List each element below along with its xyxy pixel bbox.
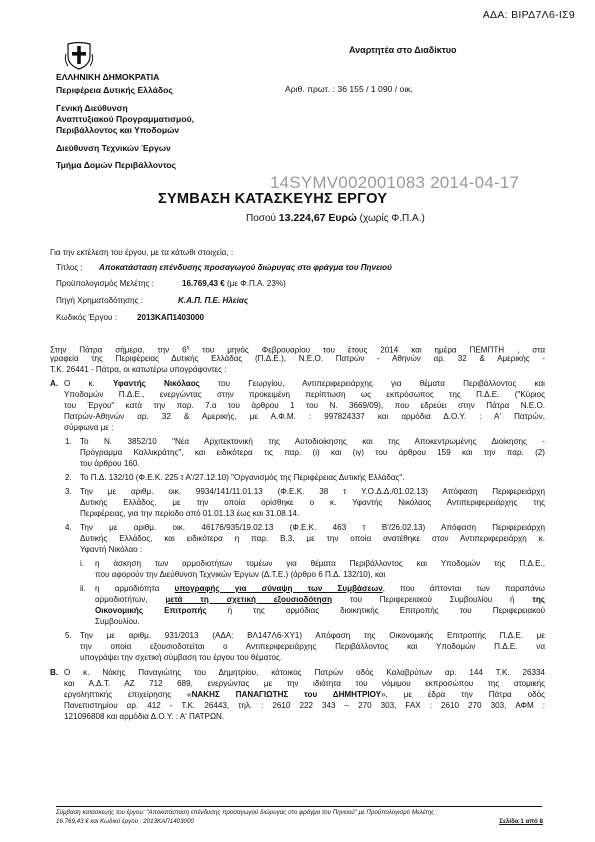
list-item-number: 2. — [65, 473, 72, 482]
page-number: Σελίδα 1 από 8 — [499, 818, 543, 825]
party-a-line: Υποδομών Π.Δ.Ε., ενεργώντας στην προκειμένη περίπτωση ως εκπρόσωπος της Π.Δ.Ε. ("Κύριος — [64, 390, 545, 399]
party-b-line: Πανεπιστημίου αρ. 412 - Τ.Κ. 26443, τηλ. : 2610 222 343 – 270 303, FAX : 2610 270 303, ΑΦΜ : — [64, 701, 545, 710]
sub-item: Οικονομικής Επιτροπής ή της αρμόδιας διοικητικής Επιτροπής του Περιφερειακού — [95, 606, 546, 615]
watermark-stamp: 14SYMV002001083 2014-04-17 — [270, 173, 520, 192]
header-general-directorate-3: Περιβάλλοντος και Υποδομών — [56, 125, 180, 135]
party-b-line: και Α.Δ.Τ. ΑΖ 712 689, ενεργώντας με την ιδιότητα του νόμιμου εκπροσώπου της ατομικής — [64, 679, 545, 688]
list-item-number: 1. — [65, 437, 72, 446]
header-directorate: Διεύθυνση Τεχνικών Έργων — [56, 143, 171, 153]
page-title: ΣΥΜΒΑΣΗ ΚΑΤΑΣΚΕΥΗΣ ΕΡΓΟΥ — [158, 191, 388, 207]
greek-coat-of-arms-icon — [64, 40, 94, 70]
paragraph-line: Τ.Κ. 26441 - Πάτρα, οι κατωτέρω υπογράφοντες : — [50, 365, 227, 374]
sub-item: που αφορούν την Διεύθυνση Τεχνικών Έργων (Δ.Τ.Ε.) (άρθρο 6 Π.Δ. 132/10), και — [95, 570, 386, 579]
list-item-number: 3. — [65, 487, 72, 496]
party-b-line: 121096808 και αρμόδια Δ.Ο.Υ. : Α' ΠΑΤΡΩΝ. — [64, 712, 225, 721]
header-general-directorate-2: Αναπτυξιακού Προγραμματισμού, — [56, 114, 194, 124]
party-a-line: Πατρών-Αθηνών αρ. 32 & Αμερικής, με Α.Φ.Μ. : 997824337 και αρμόδια Δ.Ο.Υ. : Α' Πατρών, — [64, 412, 545, 421]
list-item: Δυτικής Ελλάδος, με την οποία ορίσθηκε ο κ. Υφαντής Νικόλαος Αντιπεριφερειάρχης της — [80, 498, 545, 507]
list-item: Το Ν. 3852/10 "Νέα Αρχιτεκτονική της Αυτοδιοίκησης και της Αποκεντρωμένης Διοίκησης - — [80, 437, 545, 446]
party-a-line: Ο κ. Υφαντής Νικόλαος του Γεωργίου, Αντιπεριφερειάρχης για θέματα Περιβάλλοντος και — [64, 379, 545, 388]
paragraph-date-line: Στην Πάτρα σήμερα, την $6^\eta$ του μηνός Φεβρουαρίου του έτους 2014 και ημέρα ΠΕΜΠΤΗ , στα — [50, 345, 545, 355]
party-a-line: του Έργου" κατά την παρ. 7.α του άρθρου 1 του Ν. 3669/09), που εδρεύει στην Πάτρα Ν.Ε.Ο. — [64, 401, 545, 410]
amount-prefix: Ποσού — [246, 213, 276, 224]
field-title-value: Αποκατάσταση επένδυσης προσαγωγού διώρυγας στο φράγμα του Πηνειού — [99, 263, 392, 272]
sub-item-number: i. — [80, 559, 85, 568]
list-item: Την με αριθμ. οικ. 46176/935/19.02.13 (Φ.Ε.Κ. 463 τ Β'/26.02.13) Απόφαση Περιφερειάρχη — [80, 523, 545, 532]
list-item: Την με αριθμ. οικ. 9934/141/11.01.13 (Φ.Ε.Κ. 38 τ Υ.Ο.Δ.Δ./01.02.13) Απόφαση Περιφερειάρχη — [80, 487, 545, 496]
field-budget-value: 16.769,43 € (με Φ.Π.Α. 23%) — [182, 279, 286, 288]
footer-text: 16.769,43 € και Κωδικό έργου : 2013ΚΑΠ1403000 — [56, 818, 194, 825]
list-item-number: 5. — [65, 631, 72, 640]
ada-code: ΑΔΑ: ΒΙΡΔ7Λ6-ΙΣ9 — [482, 9, 575, 21]
list-item: Δυτικής Ελλάδος, και ειδικότερα η παρ. Β.3, με την οποία ανατέθηκε στον Αντιπεριφερειάρχη κ. — [80, 534, 545, 543]
list-item: υπογράψει την σχετική σύμβαση του έργου του θέματος. — [80, 653, 283, 662]
party-b-label: Β. — [50, 668, 59, 677]
list-item: την οποία εξουσιοδοτείται ο Αντιπεριφερειάρχης Περιβάλλοντος και Υποδομών Π.Δ.Ε. να — [80, 642, 545, 651]
list-item: Πρόγραμμα Καλλικράτης", και ειδικότερα τις παρ. (ι) και (ιγ) του άρθρου 159 και την παρ. (2) — [80, 448, 545, 457]
footer-text: Σύμβαση κατασκευής του έργου: "Αποκατάσταση επένδυσης προσαγωγού διώρυγας στο φράγμα του Πηνειού" με Προϋπολογισμό Μελέτης : — [56, 809, 438, 816]
header-region: Περιφέρεια Δυτικής Ελλάδος — [56, 85, 173, 95]
field-funding-label: Πηγή Χρηματοδότησης : — [56, 296, 144, 305]
amount-value: 13.224,67 Ευρώ — [278, 212, 357, 224]
header-department: Τμήμα Δομών Περιβάλλοντος — [56, 160, 177, 170]
header-republic: ΕΛΛΗΝΙΚΗ ΔΗΜΟΚΡΑΤΙΑ — [56, 72, 160, 82]
field-funding-value: Κ.Α.Π. Π.Ε. Ηλείας — [178, 296, 249, 305]
list-item-number: 4. — [65, 523, 72, 532]
sub-item: αρμοδιοτήτων, μετά τη σχετική εξουσιοδότηση του Περιφερειακού Συμβουλίου ή της — [95, 595, 545, 604]
field-code-value: 2013ΚΑΠ1403000 — [137, 313, 205, 322]
header-general-directorate: Γενική Διεύθυνση — [56, 103, 128, 113]
sub-item: Συμβουλίου. — [95, 617, 140, 626]
sub-item: η αρμοδιότητα υπογραφής για σύναψη των Συμβάσεων, που άπτονται των παραπάνω — [95, 584, 545, 593]
sub-item-number: ii. — [80, 584, 86, 593]
field-budget-label: Προϋπολογισμός Μελέτης : — [56, 279, 154, 288]
list-item: Την με αριθμ. 931/2013 (ΑΔΑ: ΒΛ147Λ6-ΧΥ1) Απόφαση της Οικονομικής Επιτροπής Π.Δ.Ε. με — [80, 631, 545, 640]
field-code-label: Κωδικός Έργου : — [56, 313, 117, 322]
list-item: του άρθρου 160. — [80, 459, 140, 468]
amount-suffix: (χωρίς Φ.Π.Α.) — [359, 213, 425, 224]
list-item: Υφαντή Νικόλαο : — [80, 545, 143, 554]
post-online-label: Αναρτητέα στο Διαδίκτυο — [349, 45, 457, 55]
party-b-line: Ο κ. Νάκης Παναγιώτης του Δημητρίου, κάτοικος Πατρών οδός Καλαβρύτων αρ. 144 Τ.Κ. 26334 — [64, 668, 545, 677]
footer-divider — [56, 806, 542, 807]
paragraph-line: γραφεία της Περιφέρειας Δυτικής Ελλάδας (Π.Δ.Ε.), Ν.Ε.Ο. Πατρών - Αθηνών αρ. 32 & Αμερικής - — [50, 354, 545, 363]
party-a-label: Α. — [50, 379, 59, 388]
intro-text: Για την εκτέλεση του έργου, με τα κάτωθι στοιχεία, : — [50, 248, 234, 257]
contract-amount — [246, 212, 425, 224]
protocol-number: Αριθ. πρωτ. : 36 155 / 1 090 / οικ. — [285, 84, 413, 94]
field-title-label: Τίτλος : — [56, 263, 83, 272]
list-item: Το Π.Δ. 132/10 (Φ.Ε.Κ. 225 τ Α'/27.12.10) "Οργανισμός της Περιφέρειας Δυτικής Ελλάδας". — [80, 473, 405, 482]
sub-item: η άσκηση των αρμοδιοτήτων τομέων για θέματα Περιβάλλοντος και Υποδομών της Π.Δ.Ε., — [95, 559, 545, 568]
list-item: Περιφέρειας, για την περίοδο από 01.01.13 έως και 31.08.14. — [80, 509, 300, 518]
party-a-line: σύμφωνα με : — [64, 423, 114, 432]
party-b-line: εργοληπτικής επιχείρησης «ΝΑΚΗΣ ΠΑΝΑΓΙΩΤΗΣ του ΔΗΜΗΤΡΙΟΥ», με έδρα την Πάτρα οδός — [64, 690, 545, 699]
